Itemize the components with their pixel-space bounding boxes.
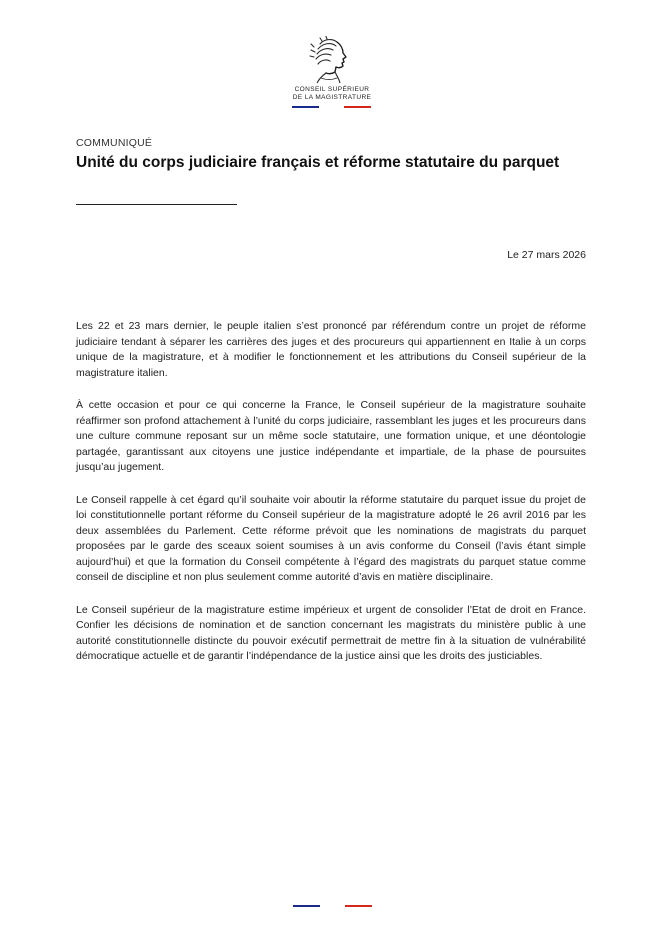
footer-flag-bar-blue [293, 905, 320, 907]
title-underline [76, 204, 237, 205]
flag-bar-red [344, 106, 371, 108]
body-paragraph: Les 22 et 23 mars dernier, le peuple italien s’est prononcé par référendum contre un projet de réforme judiciaire tendant à séparer les carrières des juges et des procureurs qui appartiennent en Italie à un corps unique de la magistrature, et à modifier le fonctionnement et les attributions du Conseil supérieur de la magistrature italien. [76, 320, 586, 379]
document-date: Le 27 mars 2026 [507, 249, 586, 261]
document-type-label: COMMUNIQUÉ [76, 137, 153, 149]
page-title: Unité du corps judiciaire français et réforme statutaire du parquet [76, 154, 560, 171]
body-paragraph: Le Conseil supérieur de la magistrature estime impérieux et urgent de consolider l’Etat de droit en France. Confier les décisions de nomination et de sanction concernant les magistrats du ministère public à une autorité constitutionnelle distincte du pouvoir exécutif permettrait de mettre fin à la situation de vulnérabilité démocratique actuelle et de garantir l’indépendance de la justice ainsi que les droits des justiciables. [76, 603, 586, 662]
body-paragraph: Le Conseil rappelle à cet égard qu’il souhaite voir aboutir la réforme statutaire du parquet issue du projet de loi constitutionnelle portant réforme du Conseil supérieur de la magistrature adopté le 26 avril 2016 par les deux assemblées du Parlement. Cette réforme prévoit que les nominations de magistrats du parquet proposées par le garde des sceaux soient soumises à un avis conforme du Conseil (l’avis étant simple aujourd’hui) et que la formation du Conseil compétente à l’égard des magistrats du parquet statue comme conseil de discipline et non plus seulement comme autorité d’avis en matière disciplinaire. [76, 493, 586, 583]
footer-flag-bar-red [345, 905, 372, 907]
document-body [76, 319, 586, 682]
csm-logo [282, 36, 382, 112]
logo-text-line1: CONSEIL SUPÉRIEUR [294, 86, 370, 93]
body-paragraph: À cette occasion et pour ce qui concerne la France, le Conseil supérieur de la magistrature souhaite réaffirmer son profond attachement à l’unité du corps judiciaire, rassemblant les juges et les procureurs dans une culture commune reposant sur un même socle statutaire, une formation unique, et une déontologie partagée, garantissant aux citoyens une justice indépendante et impartiale, de la phase de poursuites jusqu’au jugement. [76, 399, 586, 473]
marianne-profile-icon [306, 36, 358, 84]
flag-bar-blue [292, 106, 319, 108]
logo-text-line2: DE LA MAGISTRATURE [292, 94, 372, 101]
